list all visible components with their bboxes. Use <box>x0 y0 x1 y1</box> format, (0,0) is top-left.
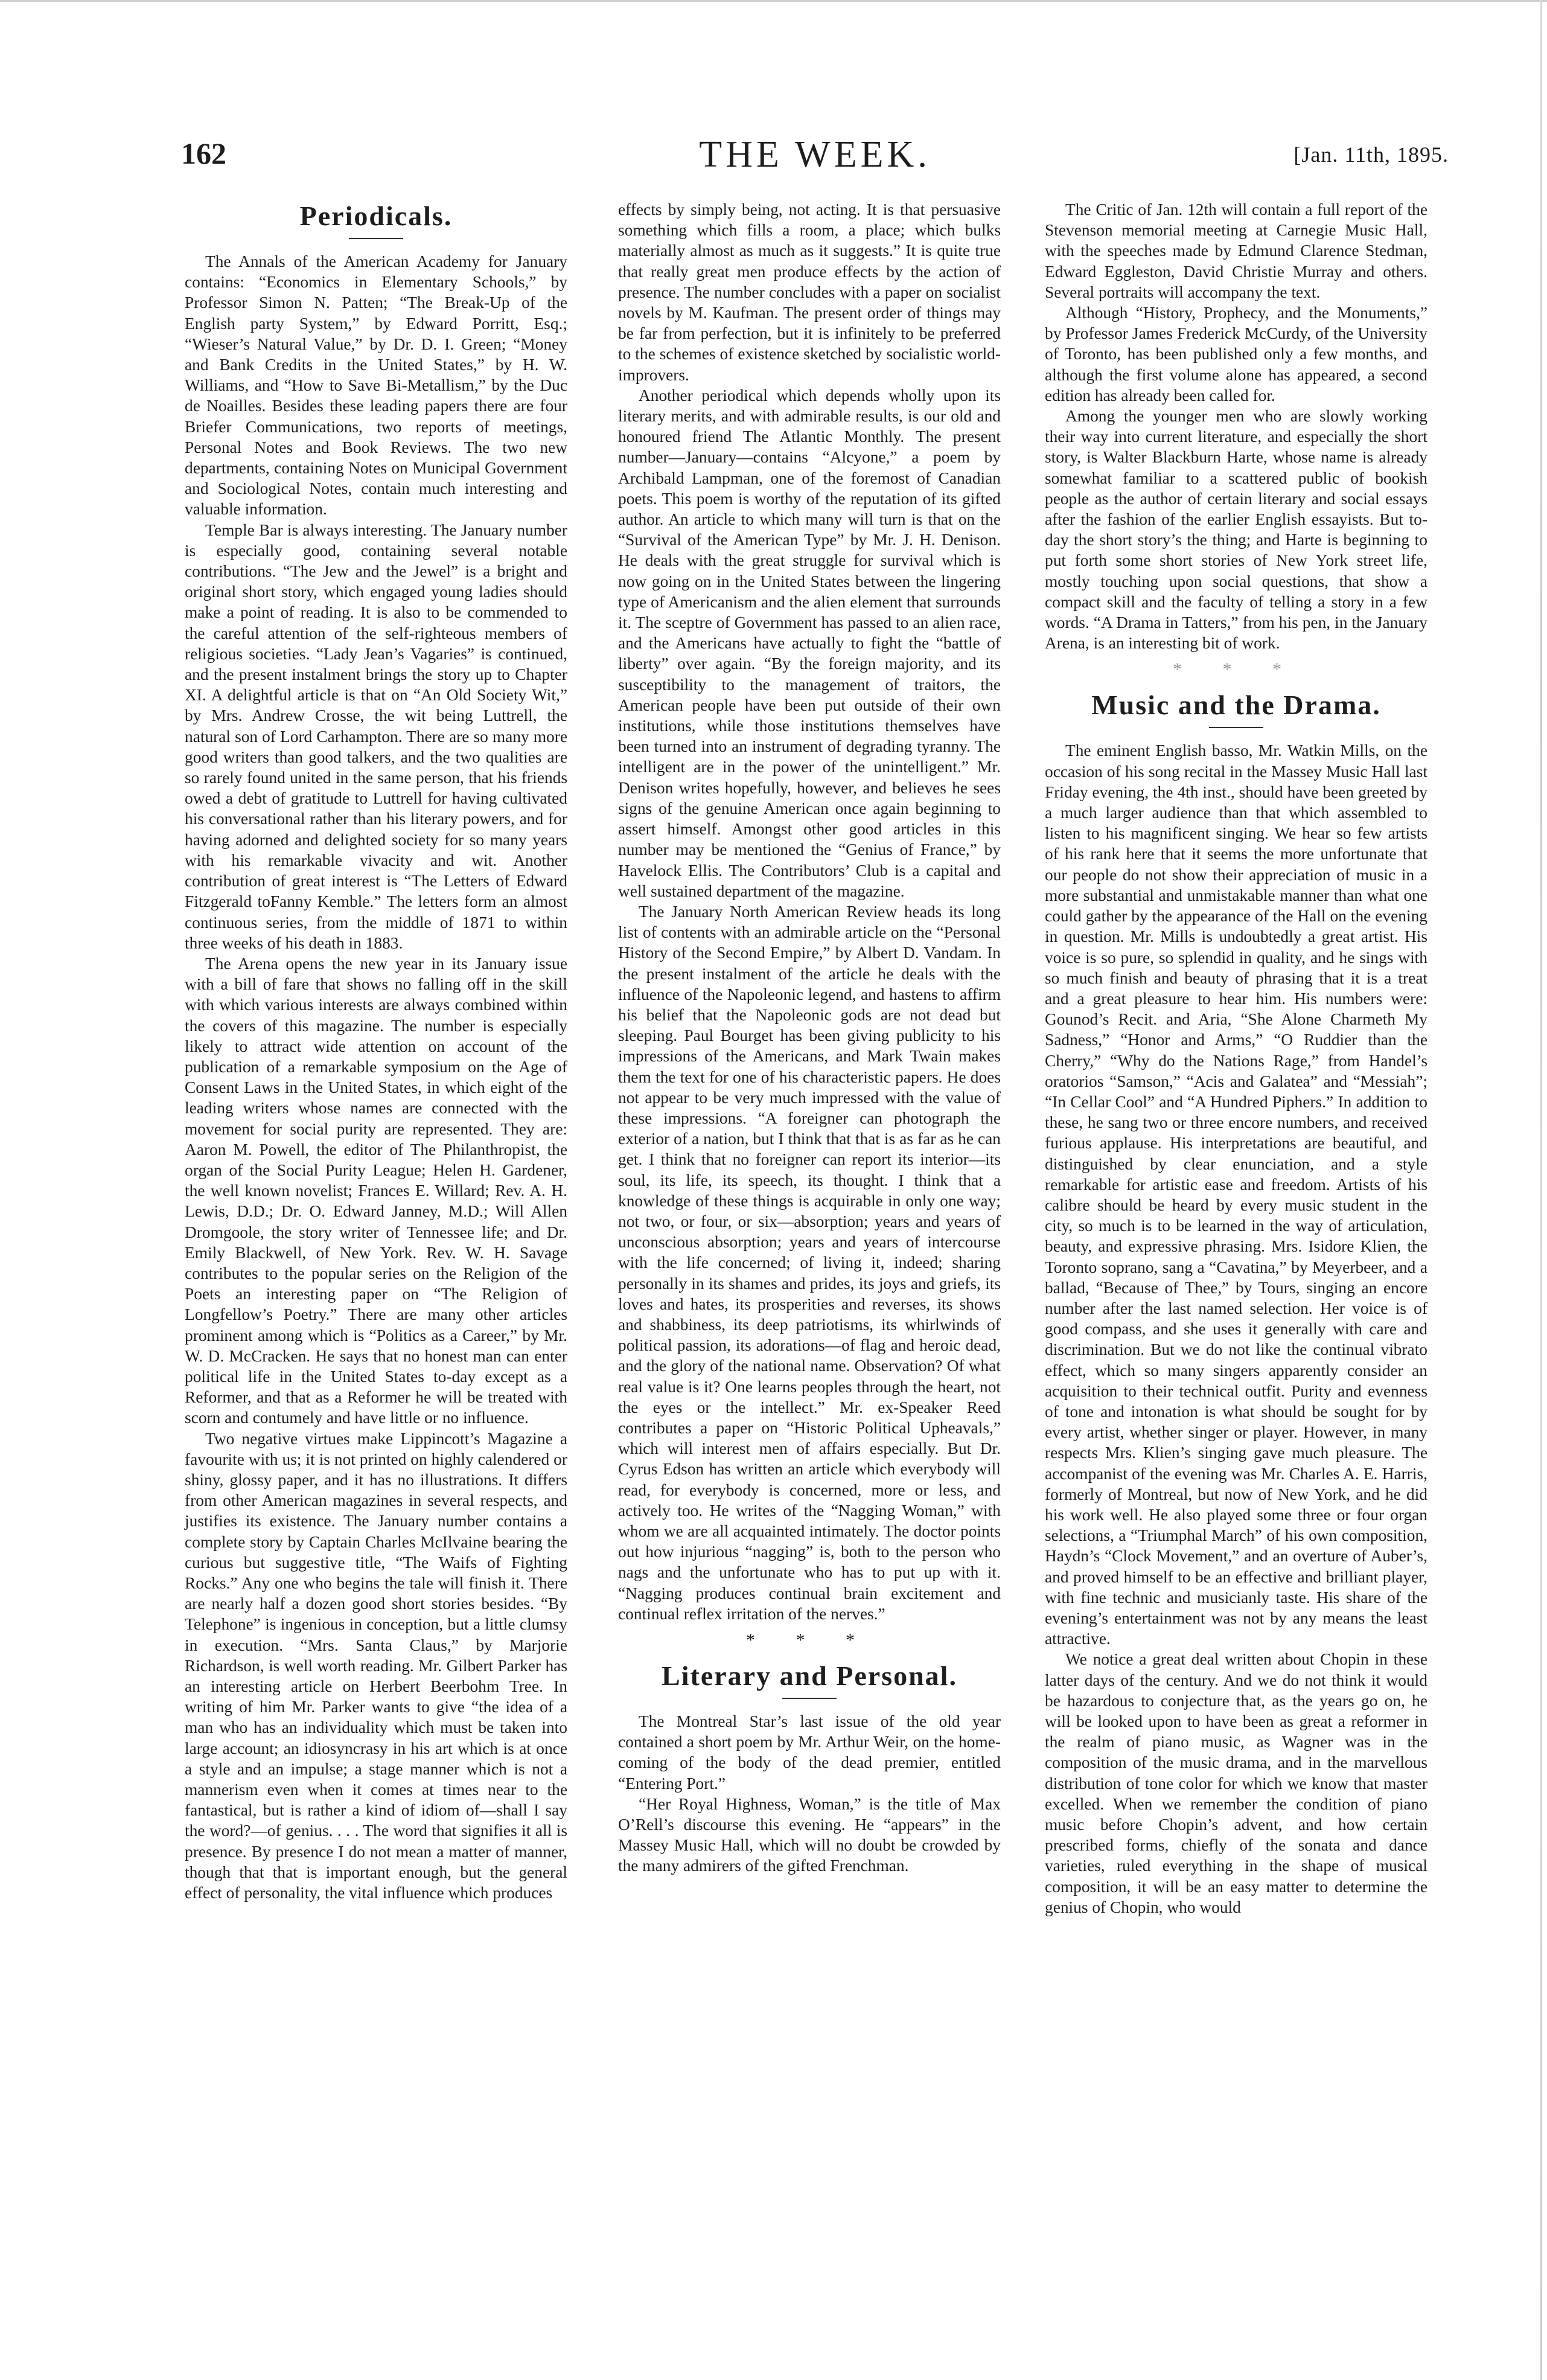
paragraph: effects by simply being, not acting. It is that persuasive something which fills a room, a place; which bulks materially almost as much as it suggests.” It is quite true that really great men produce effects by the action of presence. The number concludes with a paper on socialist novels by M. Kaufman. The present order of things may be far from perfection, but it is infinitely to be preferred to the schemes of existence sketched by socialistic world-improvers. <box>618 200 1001 384</box>
paragraph: The Critic of Jan. 12th will contain a full report of the Stevenson memorial meeting at Carnegie Music Hall, with the speeches made by Edmund Clarence Stedman, Edward Eggleston, David Christie Murray and others. Several portraits will accompany the text. <box>1045 200 1427 301</box>
page-edge-line <box>1540 0 1542 2380</box>
section-title-periodicals: Periodicals. <box>299 200 453 231</box>
paragraph: Two negative virtues make Lippincott’s Magazine a favourite with us; it is not printed on highly calendered or shiny, glossy paper, and it has no illustrations. It differs from other American magazines in several respects, and justifies its existence. The January number contains a complete story by Captain Charles McIlvaine bearing the curious but suggestive title, “The Waifs of Fighting Rocks.” Any one who begins the tale will finish it. There are nearly half a dozen good short stories besides. “By Telephone” is ingenious in conception, but a little clumsy in execution. “Mrs. Santa Claus,” by Marjorie Richardson, is well worth reading. Mr. Gilbert Parker has an interesting article on Herbert Beerbohm Tree. In writing of him Mr. Parker wants to give “the idea of a man who has an individuality which must be taken into large account; an idiosyncrasy in his art which is at once a style and an impulse; a stage manner which is not a mannerism even when it comes at times near to the fantastical, but is rather a kind of idiom of—shall I say the word?—of genius. . . . The word that signifies it all is presence. By presence I do not mean a matter of manner, though that that is important enough, but the general effect of personality, the vital influence which produces <box>185 1429 567 1902</box>
issue-date: [Jan. 11th, 1895. <box>1293 142 1449 167</box>
column-3 <box>1045 199 1427 1918</box>
top-edge-rule <box>0 0 1547 2</box>
section-rule <box>349 238 403 239</box>
column-2 <box>618 199 1001 1876</box>
paragraph: Another periodical which depends wholly upon its literary merits, and with admirable results, is our old and honoured friend The Atlantic Monthly. The present number—January—contains “Alcyone,” a poem by Archibald Lampman, one of the foremost of Canadian poets. This poem is worthy of the reputation of its gifted author. An article to which many will turn is that on the “Survival of the American Type” by Mr. J. H. Denison. He deals with the great struggle for survival which is now going on in the United States between the lingering type of Americanism and the alien element that surrounds it. The sceptre of Government has passed to an alien race, and the Americans have actually to fight the “battle of liberty” over again. “By the foreign majority, and its susceptibility to the management of traitors, the American people have been put outside of their own institutions, while those institutions themselves have been turned into an instrument of degrading tyranny. The intelligent are in the power of the unintelligent.” Mr. Denison writes hopefully, however, and believes he sees signs of the genuine American once again beginning to assert himself. Amongst other good articles in this number may be mentioned the “Genius of France,” by Havelock Ellis. The Contributors’ Club is a capital and well sustained department of the magazine. <box>618 386 1001 900</box>
section-rule <box>782 1698 837 1699</box>
section-rule <box>1209 727 1263 728</box>
paragraph: We notice a great deal written about Chopin in these latter days of the century. And we do not think it would be hazardous to conjecture that, as the years go on, he will be looked upon to have been as great a reformer in the realm of piano music, as Wagner was in the composition of the music drama, and in the marvellous distribution of tone color for which we know that master excelled. When we remember the condition of piano music before Chopin’s advent, and how certain prescribed forms, chiefly of the sonata and dance varieties, ruled everything in the shape of musical composition, it will be an easy matter to determine the genius of Chopin, who would <box>1045 1650 1427 1916</box>
page-number: 162 <box>181 136 226 170</box>
paragraph: Temple Bar is always interesting. The January number is especially good, containing several notable contributions. “The Jew and the Jewel” is a bright and original short story, which engaged young ladies should make a point of reading. It is also to be commended to the careful attention of the self-righteous members of religious societies. “Lady Jean’s Vagaries” is continued, and the present instalment brings the story up to Chapter XI. A delightful article is that on “An Old Society Wit,” by Mrs. Andrew Crosse, the wit being Luttrell, the natural son of Lord Carhampton. There are so many more good writers than good talkers, and the two qualities are so rarely found united in the same person, that his friends owed a debt of gratitude to Luttrell for having cultivated his conversational rather than his literary powers, and for having adorned and delighted society for so many years with his remarkable vivacity and wit. Another contribution of great interest is “The Letters of Edward Fitzgerald toFanny Kemble.” The letters form an almost continuous series, from the middle of 1871 to within three weeks of his death in 1883. <box>185 520 567 952</box>
section-title-literary-personal: Literary and Personal. <box>662 1660 957 1692</box>
section-divider-stars: * * * <box>1173 659 1300 680</box>
paragraph: “Her Royal Highness, Woman,” is the title of Max O’Rell’s discourse this evening. He “appears” in the Massey Music Hall, which will no doubt be crowded by the many admirers of the gifted Frenchman. <box>618 1794 1001 1875</box>
paragraph: The Montreal Star’s last issue of the old year contained a short poem by Mr. Arthur Weir, on the home-coming of the body of the dead premier, entitled “Entering Port.” <box>618 1712 1001 1793</box>
page-header <box>181 136 1449 178</box>
paragraph: The January North American Review heads its long list of contents with an admirable article on the “Personal History of the Second Empire,” by Albert D. Vandam. In the present instalment of the article he deals with the influence of the Napoleonic legend, and hastens to affirm his belief that the Napoleonic gods are not dead but sleeping. Paul Bourget has been giving publicity to his impressions of the Americans, and Mark Twain makes them the text for one of his characteristic papers. He does not appear to be very much impressed with the value of these impressions. “A foreigner can photograph the exterior of a nation, but I think that that is as far as he can get. I think that no foreigner can report its interior—its soul, its life, its speech, its thought. I think that a knowledge of these things is acquirable in only one way; not two, or four, or six—absorption; years and years of unconscious absorption; years and years of intercourse with the life concerned; of living it, indeed; sharing personally in its shames and prides, its joys and griefs, its loves and hates, its prosperities and reverses, its shows and shabbiness, its deep patriotisms, its whirlwinds of political passion, its adorations—of flag and heroic dead, and the glory of the national name. Observation? Of what real value is it? One learns peoples through the heart, not the eyes or the intellect.” Mr. ex-Speaker Reed contributes a paper on “Historic Political Upheavals,” which will interest men of affairs especially. But Dr. Cyrus Edson has written an article which everybody will read, for everybody is concerned, more or less, and actively too. He writes of the “Nagging Woman,” with whom we are all acquainted intimately. The doctor points out how injurious “nagging” is, both to the person who nags and the unfortunate who has to put up with it. “Nagging produces continual brain excitement and continual reflex irritation of the nerves.” <box>618 902 1001 1623</box>
paragraph: The Arena opens the new year in its January issue with a bill of fare that shows no falling off in the skill with which various interests are always combined within the covers of this magazine. The number is especially likely to attract wide attention on account of the publication of a remarkable symposium on the Age of Consent Laws in the United States, in which eight of the leading writers whose names are connected with the movement for social purity are represented. They are: Aaron M. Powell, the editor of The Philanthropist, the organ of the Social Purity League; Helen H. Gardener, the well known novelist; Frances E. Willard; Rev. A. H. Lewis, D.D.; Dr. O. Edward Janney, M.D.; Will Allen Dromgoole, the story writer of Tennessee life; and Dr. Emily Blackwell, of New York. Rev. W. H. Savage contributes to the popular series on the Religion of the Poets an interesting paper on “The Religion of Longfellow’s Poetry.” There are many other articles prominent among which is “Politics as a Career,” by Mr. W. D. McCracken. He says that no honest man can enter political life in the United States to-day except as a Reformer, and that as a Reformer he will be treated with scorn and contumely and have little or no influence. <box>185 954 567 1427</box>
paragraph: Among the younger men who are slowly working their way into current literature, and especially the short story, is Walter Blackburn Harte, whose name is already somewhat familiar to a scattered public of bookish people as the author of certain literary and social essays after the fashion of the earlier English essayists. But to-day the short story’s the thing; and Harte is beginning to put forth some short stories of New York street life, mostly touching upon social questions, that show a compact skill and the faculty of telling a story in a few words. “A Drama in Tatters,” from his pen, in the January Arena, is an interesting bit of work. <box>1045 407 1427 653</box>
column-1 <box>185 199 567 1903</box>
section-divider-stars: * * * <box>746 1630 873 1651</box>
paragraph: The eminent English basso, Mr. Watkin Mills, on the occasion of his song recital in the Massey Music Hall last Friday evening, the 4th inst., should have been greeted by a much larger audience than that which assembled to listen to his magnificent singing. We hear so few artists of his rank here that it seems the more unfortunate that our people do not show their appreciation of music in a more substantial and unmistakable manner than what one could gather by the appearance of the Hall on the evening in question. Mr. Mills is undoubtedly a great artist. His voice is so pure, so splendid in quality, and he sings with so much finish and beauty of phrasing that it is a treat and a great pleasure to hear him. His numbers were: Gounod’s Recit. and Aria, “She Alone Charmeth My Sadness,” “Honor and Arms,” “O Ruddier than the Cherry,” “Why do the Nations Rage,” from Handel’s oratorios “Samson,” “Acis and Galatea” and “Messiah”; “In Cellar Cool” and “A Hundred Piphers.” In addition to these, he sang two or three encore numbers, and received furious applause. His interpretations are beautiful, and distinguished by clear enunciation, and a style remarkable for artistic ease and freedom. Artists of his calibre should be heard by every music student in the city, so much is to be learned in the way of articulation, beauty, and expressive phrasing. Mrs. Isidore Klien, the Toronto soprano, sang a “Cavatina,” by Meyerbeer, and a ballad, “Because of Thee,” by Tours, singing an encore number after the last named selection. Her voice is of good compass, and she uses it generally with care and discrimination. But we do not like the continual vibrato effect, which so many singers apparently consider an acquisition to their technical outfit. Purity and evenness of tone and intonation is what should be sought for by every artist, whether singer or player. However, in many respects Mrs. Klien’s singing gave much pleasure. The accompanist of the evening was Mr. Charles A. E. Harris, formerly of Montreal, but now of New York, and he did his work well. He also played some three or four organ selections, a “Triumphal March” of his own composition, Haydn’s “Clock Movement,” and an overture of Auber’s, and proved himself to be an effective and brilliant player, with fine technic and musicianly taste. His share of the evening’s entertainment was not by any means the least attractive. <box>1045 741 1427 1648</box>
paragraph: Although “History, Prophecy, and the Monuments,” by Professor James Frederick McCurdy, of the University of Toronto, has been published only a few months, and although the first volume alone has appeared, a second edition has already been called for. <box>1045 304 1427 405</box>
section-title-music-drama: Music and the Drama. <box>1091 689 1381 721</box>
paragraph: The Annals of the American Academy for January contains: “Economics in Elementary Schools,” by Professor Simon N. Patten; “The Break-Up of the English party System,” by Edward Porritt, Esq.; “Wieser’s Natural Value,” by Dr. D. I. Green; “Money and Bank Credits in the United States,” by H. W. Williams, and “How to Save Bi-Metallism,” by the Duc de Noailles. Besides these leading papers there are four Briefer Communications, two reports of meetings, Personal Notes and Book Reviews. The two new departments, containing Notes on Municipal Government and Sociological Notes, contain much interesting and valuable information. <box>185 252 567 519</box>
masthead-title: THE WEEK. <box>699 134 931 175</box>
